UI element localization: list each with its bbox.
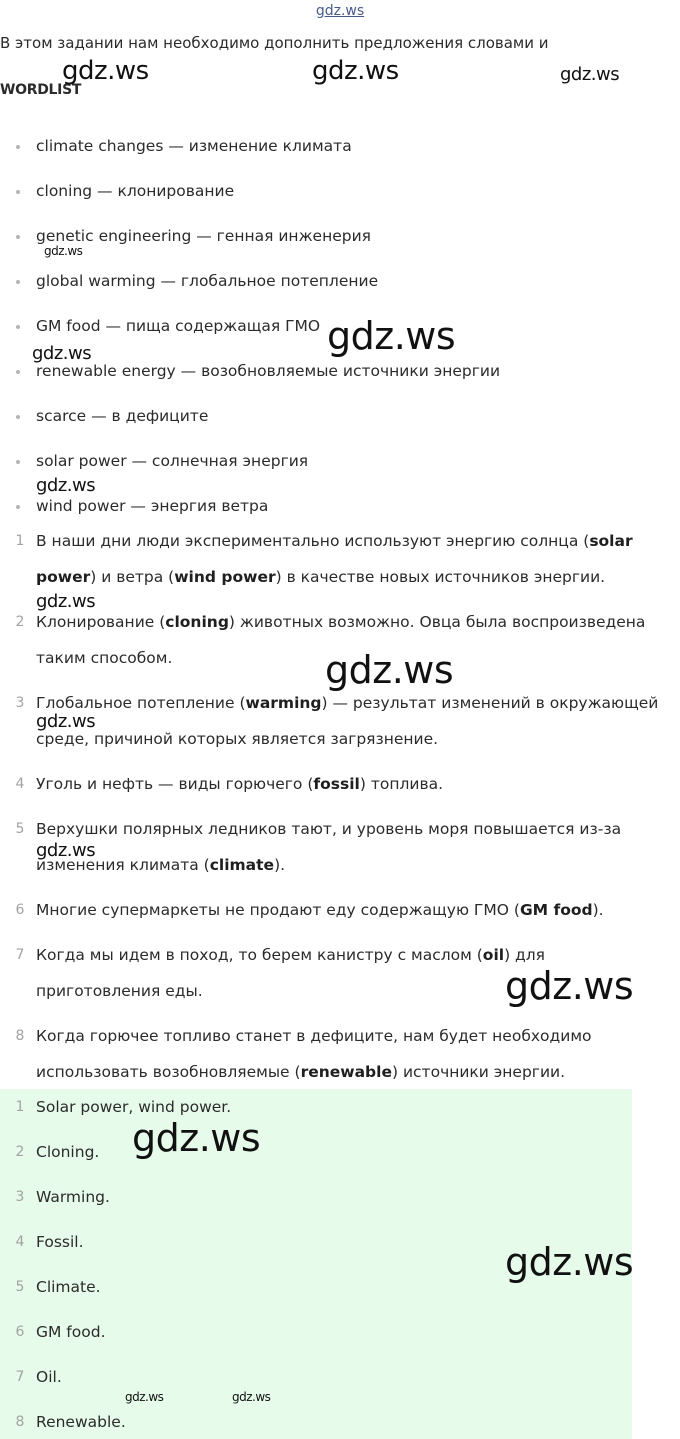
answer-word: cloning (165, 613, 229, 631)
answer-number: 5 (15, 1279, 25, 1295)
sentence-number: 2 (15, 614, 25, 630)
bullet-marker (16, 280, 20, 284)
watermark-text: gdz.ws (44, 244, 83, 258)
watermark-text: gdz.ws (325, 648, 454, 692)
bullet-marker (16, 145, 20, 149)
watermark-link[interactable]: gdz.ws (315, 3, 365, 19)
bullet-marker (16, 190, 20, 194)
sentence-text: изменения климата ( (36, 856, 210, 874)
wordlist-item-text: cloning — клонирование (36, 182, 235, 200)
sentence-text: ) животных возможно. Овца была воспроизведена (228, 613, 646, 631)
wordlist-item-text: climate changes — изменение климата (36, 137, 352, 155)
wordlist-item-text: GM food — пища содержащая ГМО (36, 317, 321, 335)
answer-number: 3 (15, 1189, 25, 1205)
sentence-text: Клонирование ( (36, 613, 166, 631)
sentence-line (36, 532, 633, 550)
sentence-text: ). (274, 856, 286, 874)
answer-text: Solar power, wind power. (36, 1098, 232, 1116)
sentence-line (36, 649, 172, 667)
sentence-text: ). (592, 901, 604, 919)
wordlist-item-text: global warming — глобальное потепление (36, 272, 379, 290)
watermark-text: gdz.ws (32, 343, 92, 364)
sentence-text: Уголь и нефть — виды горючего ( (36, 775, 314, 793)
answer-word: renewable (300, 1063, 392, 1081)
sentence-number: 5 (15, 821, 25, 837)
answer-word: fossil (313, 775, 360, 793)
sentence-line (36, 901, 604, 919)
sentence-text: приготовления еды. (36, 982, 203, 1000)
answer-text: Climate. (36, 1278, 101, 1296)
sentence-text: Верхушки полярных ледников тают, и уровень моря повышается из-за (36, 820, 622, 838)
watermark-text: gdz.ws (36, 840, 96, 861)
sentence-line (36, 694, 658, 712)
watermark-text: gdz.ws (505, 1240, 634, 1284)
sentence-number: 7 (15, 947, 25, 963)
sentence-text: таким способом. (36, 649, 173, 667)
answer-word: climate (209, 856, 275, 874)
sentence-line (36, 568, 605, 586)
watermark-text: gdz.ws (312, 56, 399, 86)
sentence-text: среде, причиной которых является загрязнение. (36, 730, 439, 748)
watermark-text: gdz.ws (36, 591, 96, 612)
sentence-number: 6 (15, 902, 25, 918)
sentence-line (36, 613, 645, 631)
sentence-number: 8 (15, 1028, 25, 1044)
answer-number: 6 (15, 1324, 25, 1340)
answer-number: 2 (15, 1144, 25, 1160)
answer-number: 1 (15, 1099, 25, 1115)
sentence-text: ) — результат изменений в окружающей (321, 694, 659, 712)
sentence-text: ) и ветра ( (90, 568, 175, 586)
sentence-text: ) источники энергии. (391, 1063, 566, 1081)
answer-word: GM food (519, 901, 593, 919)
answer-number: 8 (15, 1414, 25, 1430)
watermark-text: gdz.ws (232, 1390, 271, 1404)
sentence-line (36, 1063, 565, 1081)
answer-text: Fossil. (36, 1233, 84, 1251)
answer-text: Oil. (36, 1368, 62, 1386)
watermark-text: gdz.ws (327, 314, 456, 358)
wordlist-item-text: scarce — в дефиците (36, 407, 209, 425)
sentence-text: ) для (504, 946, 546, 964)
answer-text: GM food. (36, 1323, 106, 1341)
sentence-text: Когда горючее топливо станет в дефиците, нам будет необходимо (36, 1027, 592, 1045)
bullet-marker (16, 505, 20, 509)
sentence-number: 3 (15, 695, 25, 711)
sentence-number: 1 (15, 533, 25, 549)
bullet-marker (16, 460, 20, 464)
answer-word: oil (482, 946, 505, 964)
sentence-text: ) в качестве новых источников энергии. (275, 568, 606, 586)
wordlist-item-text: renewable energy — возобновляемые источники энергии (36, 362, 501, 380)
sentence-line (36, 946, 545, 964)
intro-text: В этом задании нам необходимо дополнить предложения словами и (0, 34, 549, 52)
watermark-text: gdz.ws (36, 475, 96, 496)
watermark-text: gdz.ws (505, 964, 634, 1008)
bullet-marker (16, 370, 20, 374)
sentence-text: Глобальное потепление ( (36, 694, 246, 712)
wordlist-item-text: solar power — солнечная энергия (36, 452, 309, 470)
sentence-line (36, 820, 621, 838)
sentence-line (36, 982, 203, 1000)
answer-text: Renewable. (36, 1413, 126, 1431)
sentence-text: Когда мы идем в поход, то берем канистру с маслом ( (36, 946, 483, 964)
answer-word: power (36, 568, 91, 586)
watermark-text: gdz.ws (62, 56, 149, 86)
watermark-text: gdz.ws (132, 1116, 261, 1160)
watermark-text: gdz.ws (125, 1390, 164, 1404)
sentence-line (36, 730, 438, 748)
answer-word: warming (245, 694, 322, 712)
sentence-line (36, 775, 443, 793)
sentence-text: использовать возобновляемые ( (36, 1063, 301, 1081)
wordlist-title: WORDLIST (0, 82, 82, 98)
answer-text: Cloning. (36, 1143, 100, 1161)
watermark-text: gdz.ws (560, 64, 620, 85)
wordlist-item-text: wind power — энергия ветра (36, 497, 269, 515)
sentence-number: 4 (15, 776, 25, 792)
wordlist-item-text: genetic engineering — генная инженерия (36, 227, 371, 245)
answer-number: 4 (15, 1234, 25, 1250)
bullet-marker (16, 235, 20, 239)
answer-number: 7 (15, 1369, 25, 1385)
bullet-marker (16, 325, 20, 329)
sentence-text: ) топлива. (359, 775, 444, 793)
answer-word: solar (589, 532, 633, 550)
sentence-line (36, 1027, 592, 1045)
bullet-marker (16, 415, 20, 419)
answer-text: Warming. (36, 1188, 110, 1206)
answer-word: wind power (174, 568, 276, 586)
watermark-text: gdz.ws (36, 711, 96, 732)
sentence-text: Многие супермаркеты не продают еду содержащую ГМО ( (36, 901, 520, 919)
sentence-text: В наши дни люди экспериментально используют энергию солнца ( (36, 532, 590, 550)
